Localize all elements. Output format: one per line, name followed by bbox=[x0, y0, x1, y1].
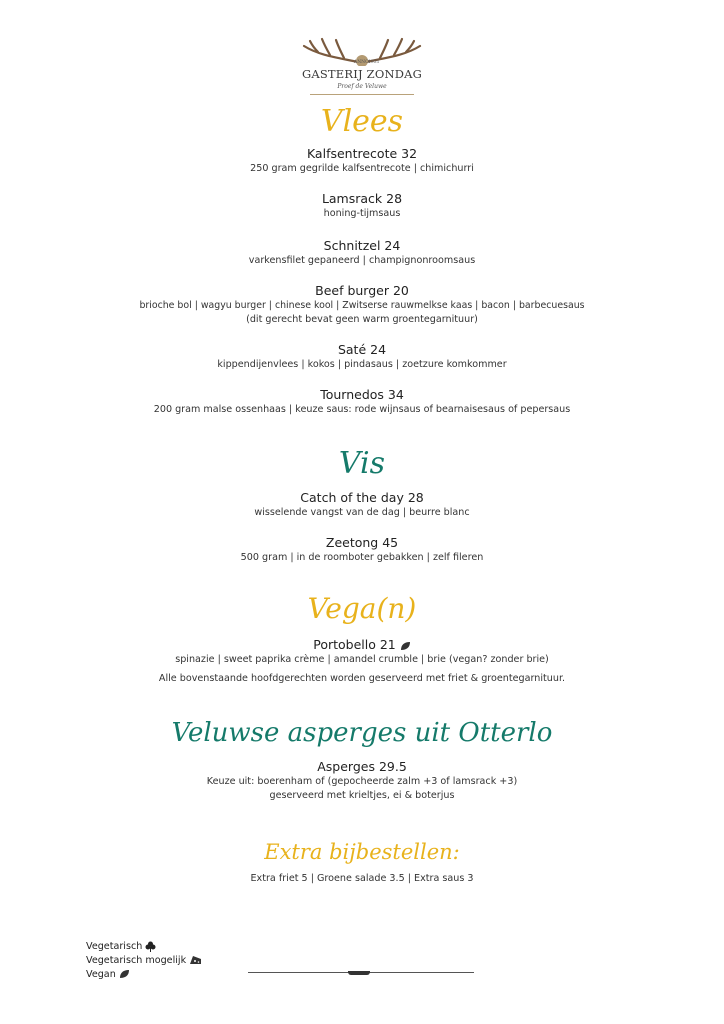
dish-schnitzel bbox=[0, 238, 724, 268]
dish-beef-burger bbox=[0, 283, 724, 327]
dish-name: Kalfsentrecote 32 bbox=[306, 146, 418, 161]
dish-description: kippendijenvlees | kokos | pindasaus | zoetzure komkommer bbox=[217, 359, 507, 370]
dish-name: Portobello 21 bbox=[313, 637, 396, 652]
diet-legend bbox=[86, 940, 202, 982]
dish-name: Lamsrack 28 bbox=[321, 191, 403, 206]
dish-name-row bbox=[0, 637, 724, 653]
legend-vegetarisch-mogelijk bbox=[86, 954, 202, 968]
dish-description-note: geserveerd met krieltjes, ei & boterjus bbox=[269, 790, 455, 801]
dish-name: Zeetong 45 bbox=[325, 535, 399, 550]
dish-name: Asperges 29.5 bbox=[317, 759, 407, 774]
dish-name: Catch of the day 28 bbox=[300, 490, 424, 505]
dish-name: Beef burger 20 bbox=[315, 283, 409, 298]
footer-ornament bbox=[348, 971, 370, 975]
dish-description: spinazie | sweet paprika crème | amandel crumble | brie (vegan? zonder brie) bbox=[175, 654, 549, 665]
dish-description: wisselende vangst van de dag | beurre blanc bbox=[254, 507, 470, 518]
logo-year-left: ANNO bbox=[354, 60, 369, 65]
dish-description: brioche bol | wagyu burger | chinese kool | Zwitserse rauwmelkse kaas | bacon | barbecuesaus bbox=[139, 300, 585, 311]
clover-icon bbox=[145, 941, 156, 952]
legend-vegan bbox=[86, 968, 202, 982]
dish-zeetong bbox=[0, 535, 724, 565]
section-title-asperges: Veluwse asperges uit Otterlo bbox=[171, 718, 553, 748]
section-title-vegan: Vega(n) bbox=[307, 592, 417, 625]
dish-description: varkensfilet gepaneerd | champignonroomsaus bbox=[248, 255, 476, 266]
logo-name: GASTERIJ ZONDAG bbox=[301, 67, 423, 81]
dish-description-note: (dit gerecht bevat geen warm groentegarnituur) bbox=[246, 314, 478, 325]
cheese-icon bbox=[189, 955, 202, 966]
legend-vegetarisch bbox=[86, 940, 202, 954]
leaf-icon bbox=[119, 969, 130, 979]
dish-description: Keuze uit: boerenham of (gepocheerde zalm +3 of lamsrack +3) bbox=[206, 776, 518, 787]
section-title-vis: Vis bbox=[338, 446, 386, 481]
dish-tournedos bbox=[0, 387, 724, 417]
dish-description: 200 gram malse ossenhaas | keuze saus: rode wijnsaus of bearnaisesaus of pepersaus bbox=[153, 404, 571, 415]
section-title-vlees: Vlees bbox=[320, 104, 404, 139]
dish-description: 250 gram gegrilde kalfsentrecote | chimichurri bbox=[250, 163, 474, 174]
dish-kalfsentrecote bbox=[0, 146, 724, 176]
section-title-extra: Extra bijbestellen: bbox=[264, 840, 460, 864]
dish-name: Tournedos 34 bbox=[320, 387, 404, 402]
legend-label: Vegetarisch mogelijk bbox=[86, 955, 187, 966]
legend-label: Vegetarisch bbox=[86, 941, 143, 952]
dish-portobello bbox=[0, 637, 724, 667]
extra-items: Extra friet 5 | Groene salade 3.5 | Extra saus 3 bbox=[250, 873, 474, 884]
dish-name: Schnitzel 24 bbox=[323, 238, 401, 253]
vegan-leaf-icon bbox=[400, 641, 411, 651]
dish-description: honing-tijmsaus bbox=[323, 208, 401, 219]
restaurant-logo bbox=[300, 36, 424, 98]
legend-label: Vegan bbox=[86, 969, 116, 980]
dish-description: 500 gram | in de roomboter gebakken | zelf fileren bbox=[240, 552, 484, 563]
logo-year-right: 1931 bbox=[368, 60, 380, 65]
dish-lamsrack bbox=[0, 191, 724, 221]
dish-name: Saté 24 bbox=[337, 342, 387, 357]
logo-subtitle: Proef de Veluwe bbox=[337, 83, 387, 90]
dish-asperges bbox=[0, 759, 724, 803]
side-dish-note: Alle bovenstaande hoofdgerechten worden geserveerd met friet & groentegarnituur. bbox=[158, 673, 566, 684]
dish-catch-of-the-day bbox=[0, 490, 724, 520]
logo-divider bbox=[310, 94, 414, 95]
dish-sate bbox=[0, 342, 724, 372]
